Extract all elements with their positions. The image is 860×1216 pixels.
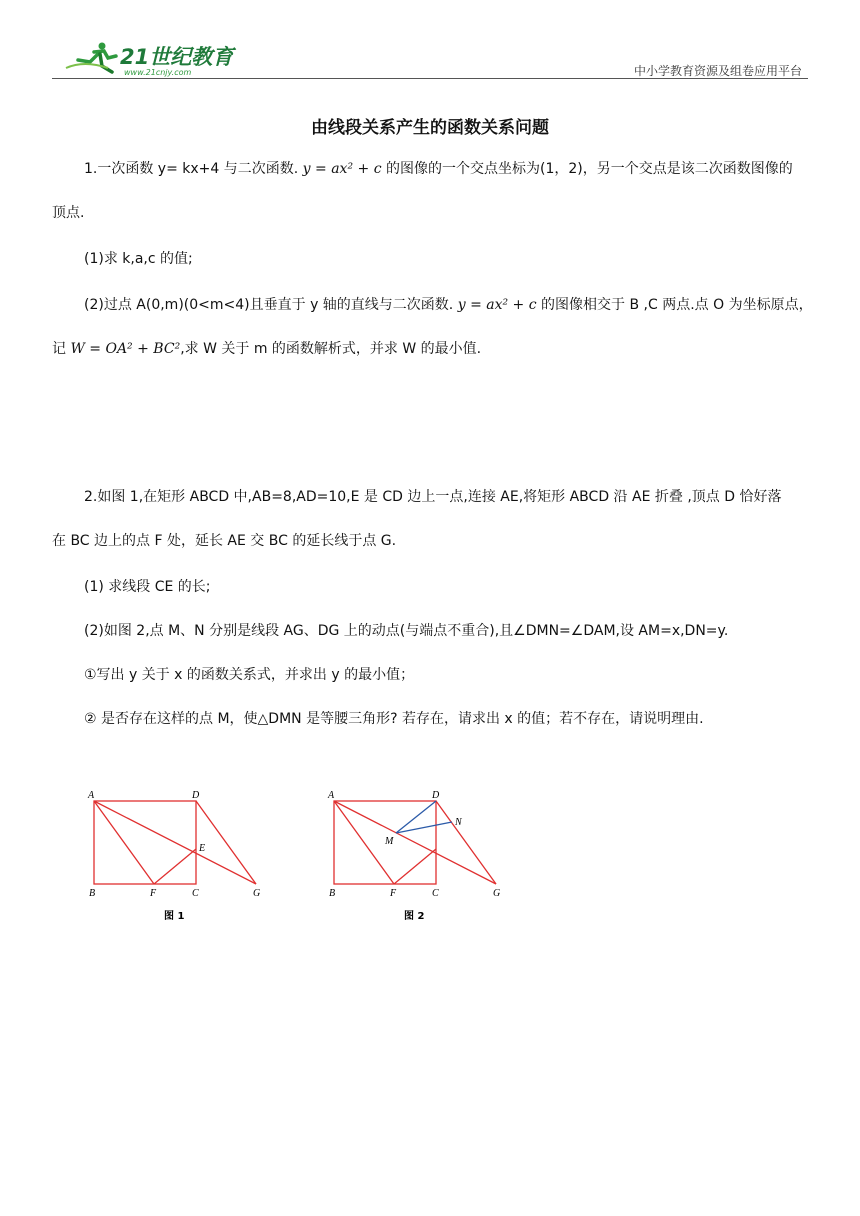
logo-url: www.21cnjy.com <box>124 68 192 77</box>
q1-line2: 顶点. <box>52 205 85 221</box>
q2-sub2: ② 是否存在这样的点 M，使△DMN 是等腰三角形? 若存在，请求出 x 的值；若不存在，请说明理由. <box>84 711 704 727</box>
q2-part2: (2)如图 2,点 M、N 分别是线段 AG、DG 上的动点(与端点不重合),且∠DMN=∠DAM,设 AM=x,DN=y. <box>84 623 729 639</box>
q2-line1: 2.如图 1,在矩形 ABCD 中,AB=8,AD=10,E 是 CD 边上一点,连接 AE,将矩形 ABCD 沿 AE 折叠 ,顶点 D 恰好落 <box>84 489 782 505</box>
logo <box>64 38 264 78</box>
figure-1 <box>82 786 282 926</box>
fig1-label-B: B <box>89 888 96 899</box>
fig2-label-C: C <box>432 888 439 899</box>
fig2-label-N: N <box>455 817 462 828</box>
runner-icon <box>66 43 116 73</box>
logo-text: 21世纪教育 <box>120 45 234 69</box>
figure-2 <box>322 786 522 926</box>
q2-part1: (1) 求线段 CE 的长; <box>84 579 211 595</box>
fig2-label-M: M <box>385 836 394 847</box>
header-site-name: 中小学教育资源及组卷应用平台 <box>633 64 802 78</box>
fig1-label-D: D <box>192 790 200 801</box>
q1-part2-cont: 记 W = OA² + BC²,求 W 关于 m 的函数解析式，并求 W 的最小值. <box>52 341 482 357</box>
fig1-label-F: F <box>150 888 157 899</box>
fig1-caption: 图 1 <box>164 911 185 922</box>
fig2-label-G: G <box>493 888 501 899</box>
page-title: 由线段关系产生的函数关系问题 <box>311 118 549 138</box>
page-header <box>52 34 808 80</box>
fig1-label-G: G <box>253 888 261 899</box>
fig1-label-A: A <box>88 790 95 801</box>
fig2-label-D: D <box>432 790 440 801</box>
fig2-label-A: A <box>328 790 335 801</box>
q2-sub1: ①写出 y 关于 x 的函数关系式，并求出 y 的最小值； <box>84 667 415 683</box>
q1-line1: 1.一次函数 y= kx+4 与二次函数. y = ax² + c 的图像的一个交点坐标为(1，2)，另一个交点是该二次函数图像的 <box>84 161 793 177</box>
fig1-label-C: C <box>192 888 199 899</box>
q1-part2: (2)过点 A(0,m)(0<m<4)且垂直于 y 轴的直线与二次函数. y = ax² + c 的图像相交于 B ,C 两点.点 O 为坐标原点， <box>84 297 813 313</box>
fig2-label-F: F <box>390 888 397 899</box>
q1-part1: (1)求 k,a,c 的值; <box>84 251 193 267</box>
q2-line2: 在 BC 边上的点 F 处，延长 AE 交 BC 的延长线于点 G. <box>52 533 397 549</box>
fig1-label-E: E <box>199 843 206 854</box>
header-divider <box>52 78 808 79</box>
fig2-label-B: B <box>329 888 336 899</box>
fig2-caption: 图 2 <box>404 911 425 922</box>
